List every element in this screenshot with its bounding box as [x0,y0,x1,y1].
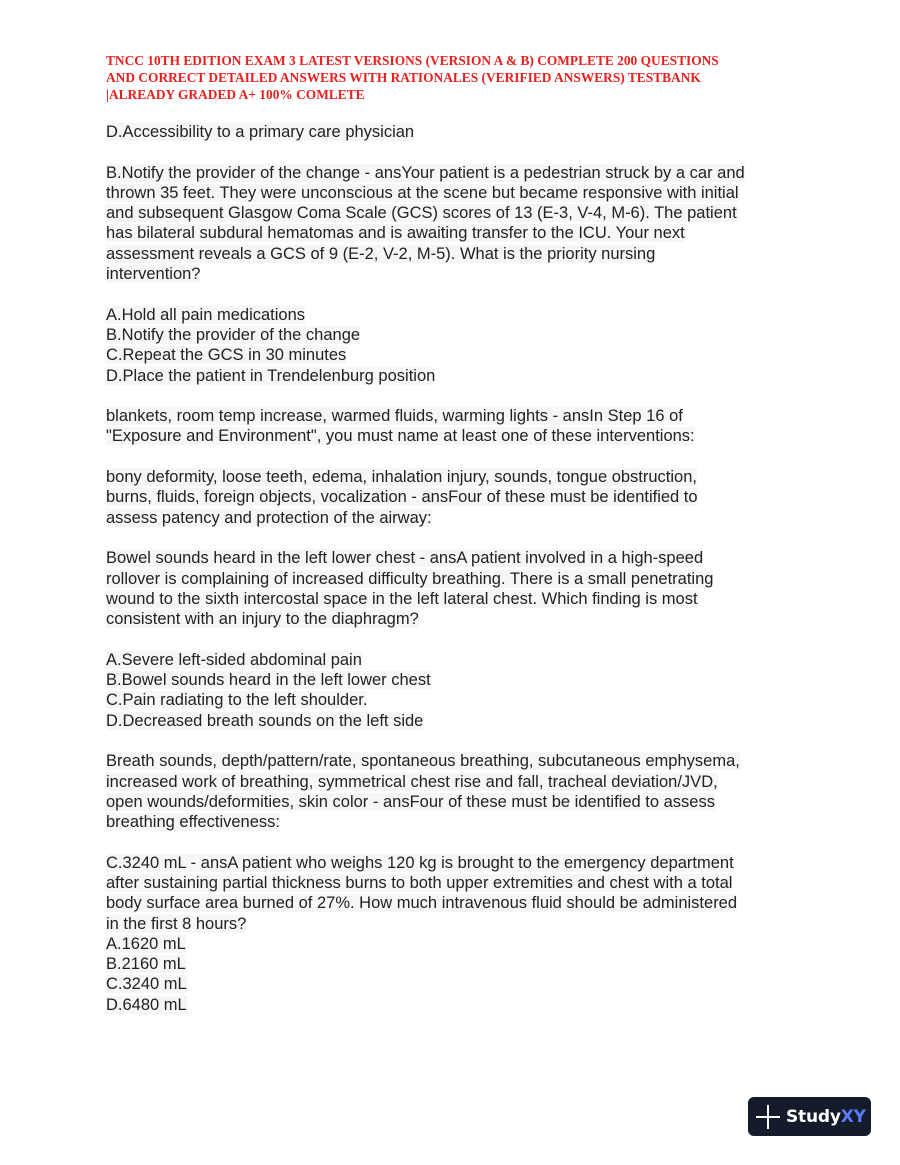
text-line-content: D.6480 mL [106,995,187,1014]
text-line [106,792,806,812]
text-line-content: B.Notify the provider of the change [106,325,361,344]
header-line: TNCC 10TH EDITION EXAM 3 LATEST VERSIONS (VERSION A & B) COMPLETE 200 QUESTIONS [106,53,719,68]
text-line-content: A.Severe left-sided abdominal pain [106,650,362,669]
brand-name [786,1107,866,1127]
text-line [106,366,806,386]
text-line-content: Bowel sounds heard in the left lower chest - ansA patient involved in a high-speed [106,549,704,568]
text-line [106,914,806,934]
text-line-content: B.2160 mL [106,955,186,974]
paragraph [106,163,806,285]
text-line-content: rollover is complaining of increased difficulty breathing. There is a small penetrating [106,569,714,588]
text-line [106,589,806,609]
text-line-content: and subsequent Glasgow Coma Scale (GCS) scores of 13 (E-3, V-4, M-6). The patient [106,204,737,223]
paragraph [106,406,806,447]
text-line-content: increased work of breathing, symmetrical chest rise and fall, tracheal deviation/JVD, [106,772,718,791]
text-line-content: consistent with an injury to the diaphragm? [106,610,419,629]
text-line-content: A.Hold all pain medications [106,305,306,324]
text-line-content: C.3240 mL [106,975,187,994]
header-line: |ALREADY GRADED A+ 100% COMLETE [106,87,365,102]
text-line [106,609,806,629]
text-line-content: D.Place the patient in Trendelenburg position [106,366,436,385]
text-line [106,345,806,365]
text-line [106,772,806,792]
text-line [106,163,806,183]
text-line [106,893,806,913]
text-line [106,995,806,1015]
text-line [106,487,806,507]
text-line [106,264,806,284]
text-line [106,122,806,142]
text-line [106,873,806,893]
text-line-content: A.1620 mL [106,934,186,953]
plus-icon [756,1105,780,1129]
paragraph [106,467,806,528]
brand-main: Study [786,1106,841,1127]
paragraph [106,650,806,731]
text-line-content: C.Pain radiating to the left shoulder. [106,691,368,710]
text-line-content: D.Accessibility to a primary care physician [106,123,415,141]
text-line [106,751,806,771]
text-line [106,934,806,954]
text-line-content: burns, fluids, foreign objects, vocalization - ansFour of these must be identified to [106,488,698,507]
text-line-content: bony deformity, loose teeth, edema, inhalation injury, sounds, tongue obstruction, [106,468,697,487]
text-line [106,974,806,994]
text-line [106,690,806,710]
paragraph [106,548,806,629]
text-line [106,467,806,487]
text-line-content: "Exposure and Environment", you must name at least one of these interventions: [106,427,695,446]
text-line [106,183,806,203]
text-line-content: Breath sounds, depth/pattern/rate, spontaneous breathing, subcutaneous emphysema, [106,752,740,771]
text-line [106,406,806,426]
text-line-content: wound to the sixth intercostal space in the left lateral chest. Which finding is most [106,589,698,608]
text-line-content: body surface area burned of 27%. How much intravenous fluid should be administered [106,894,738,913]
text-line-content: thrown 35 feet. They were unconscious at the scene but became responsive with initial [106,183,739,202]
text-line-content: C.3240 mL - ansA patient who weighs 120 kg is brought to the emergency department [106,853,734,872]
text-line [106,650,806,670]
text-line-content: breathing effectiveness: [106,813,280,832]
text-line [106,325,806,345]
brand-accent: XY [840,1106,866,1127]
text-line-content: C.Repeat the GCS in 30 minutes [106,346,347,365]
text-line-content: in the first 8 hours? [106,914,247,933]
text-line [106,426,806,446]
paragraph [106,122,806,142]
text-line-content: open wounds/deformities, skin color - ansFour of these must be identified to assess [106,792,715,811]
paragraph [106,853,806,1015]
document-header [106,52,806,103]
text-line [106,812,806,832]
text-line-content: assessment reveals a GCS of 9 (E-2, V-2, M-5). What is the priority nursing [106,244,656,263]
text-line-content: B.Bowel sounds heard in the left lower chest [106,671,431,690]
text-line [106,670,806,690]
text-line [106,508,806,528]
paragraph [106,305,806,386]
text-line [106,954,806,974]
text-line [106,203,806,223]
paragraph [106,751,806,832]
text-line [106,711,806,731]
text-line [106,305,806,325]
text-line-content: blankets, room temp increase, warmed fluids, warming lights - ansIn Step 16 of [106,407,683,426]
studyxy-badge[interactable] [748,1097,871,1136]
text-line-content: assess patency and protection of the airway: [106,508,432,527]
text-line-content: after sustaining partial thickness burns to both upper extremities and chest with a total [106,873,733,892]
text-line [106,569,806,589]
text-line-content: has bilateral subdural hematomas and is awaiting transfer to the ICU. Your next [106,224,685,243]
text-line-content: intervention? [106,265,201,284]
document-body [106,122,806,1015]
text-line [106,548,806,568]
text-line-content: B.Notify the provider of the change - ansYour patient is a pedestrian struck by a car and [106,163,745,182]
text-line [106,244,806,264]
text-line [106,853,806,873]
text-line-content: D.Decreased breath sounds on the left side [106,711,424,730]
text-line [106,223,806,243]
header-line: AND CORRECT DETAILED ANSWERS WITH RATIONALES (VERIFIED ANSWERS) TESTBANK [106,70,701,85]
